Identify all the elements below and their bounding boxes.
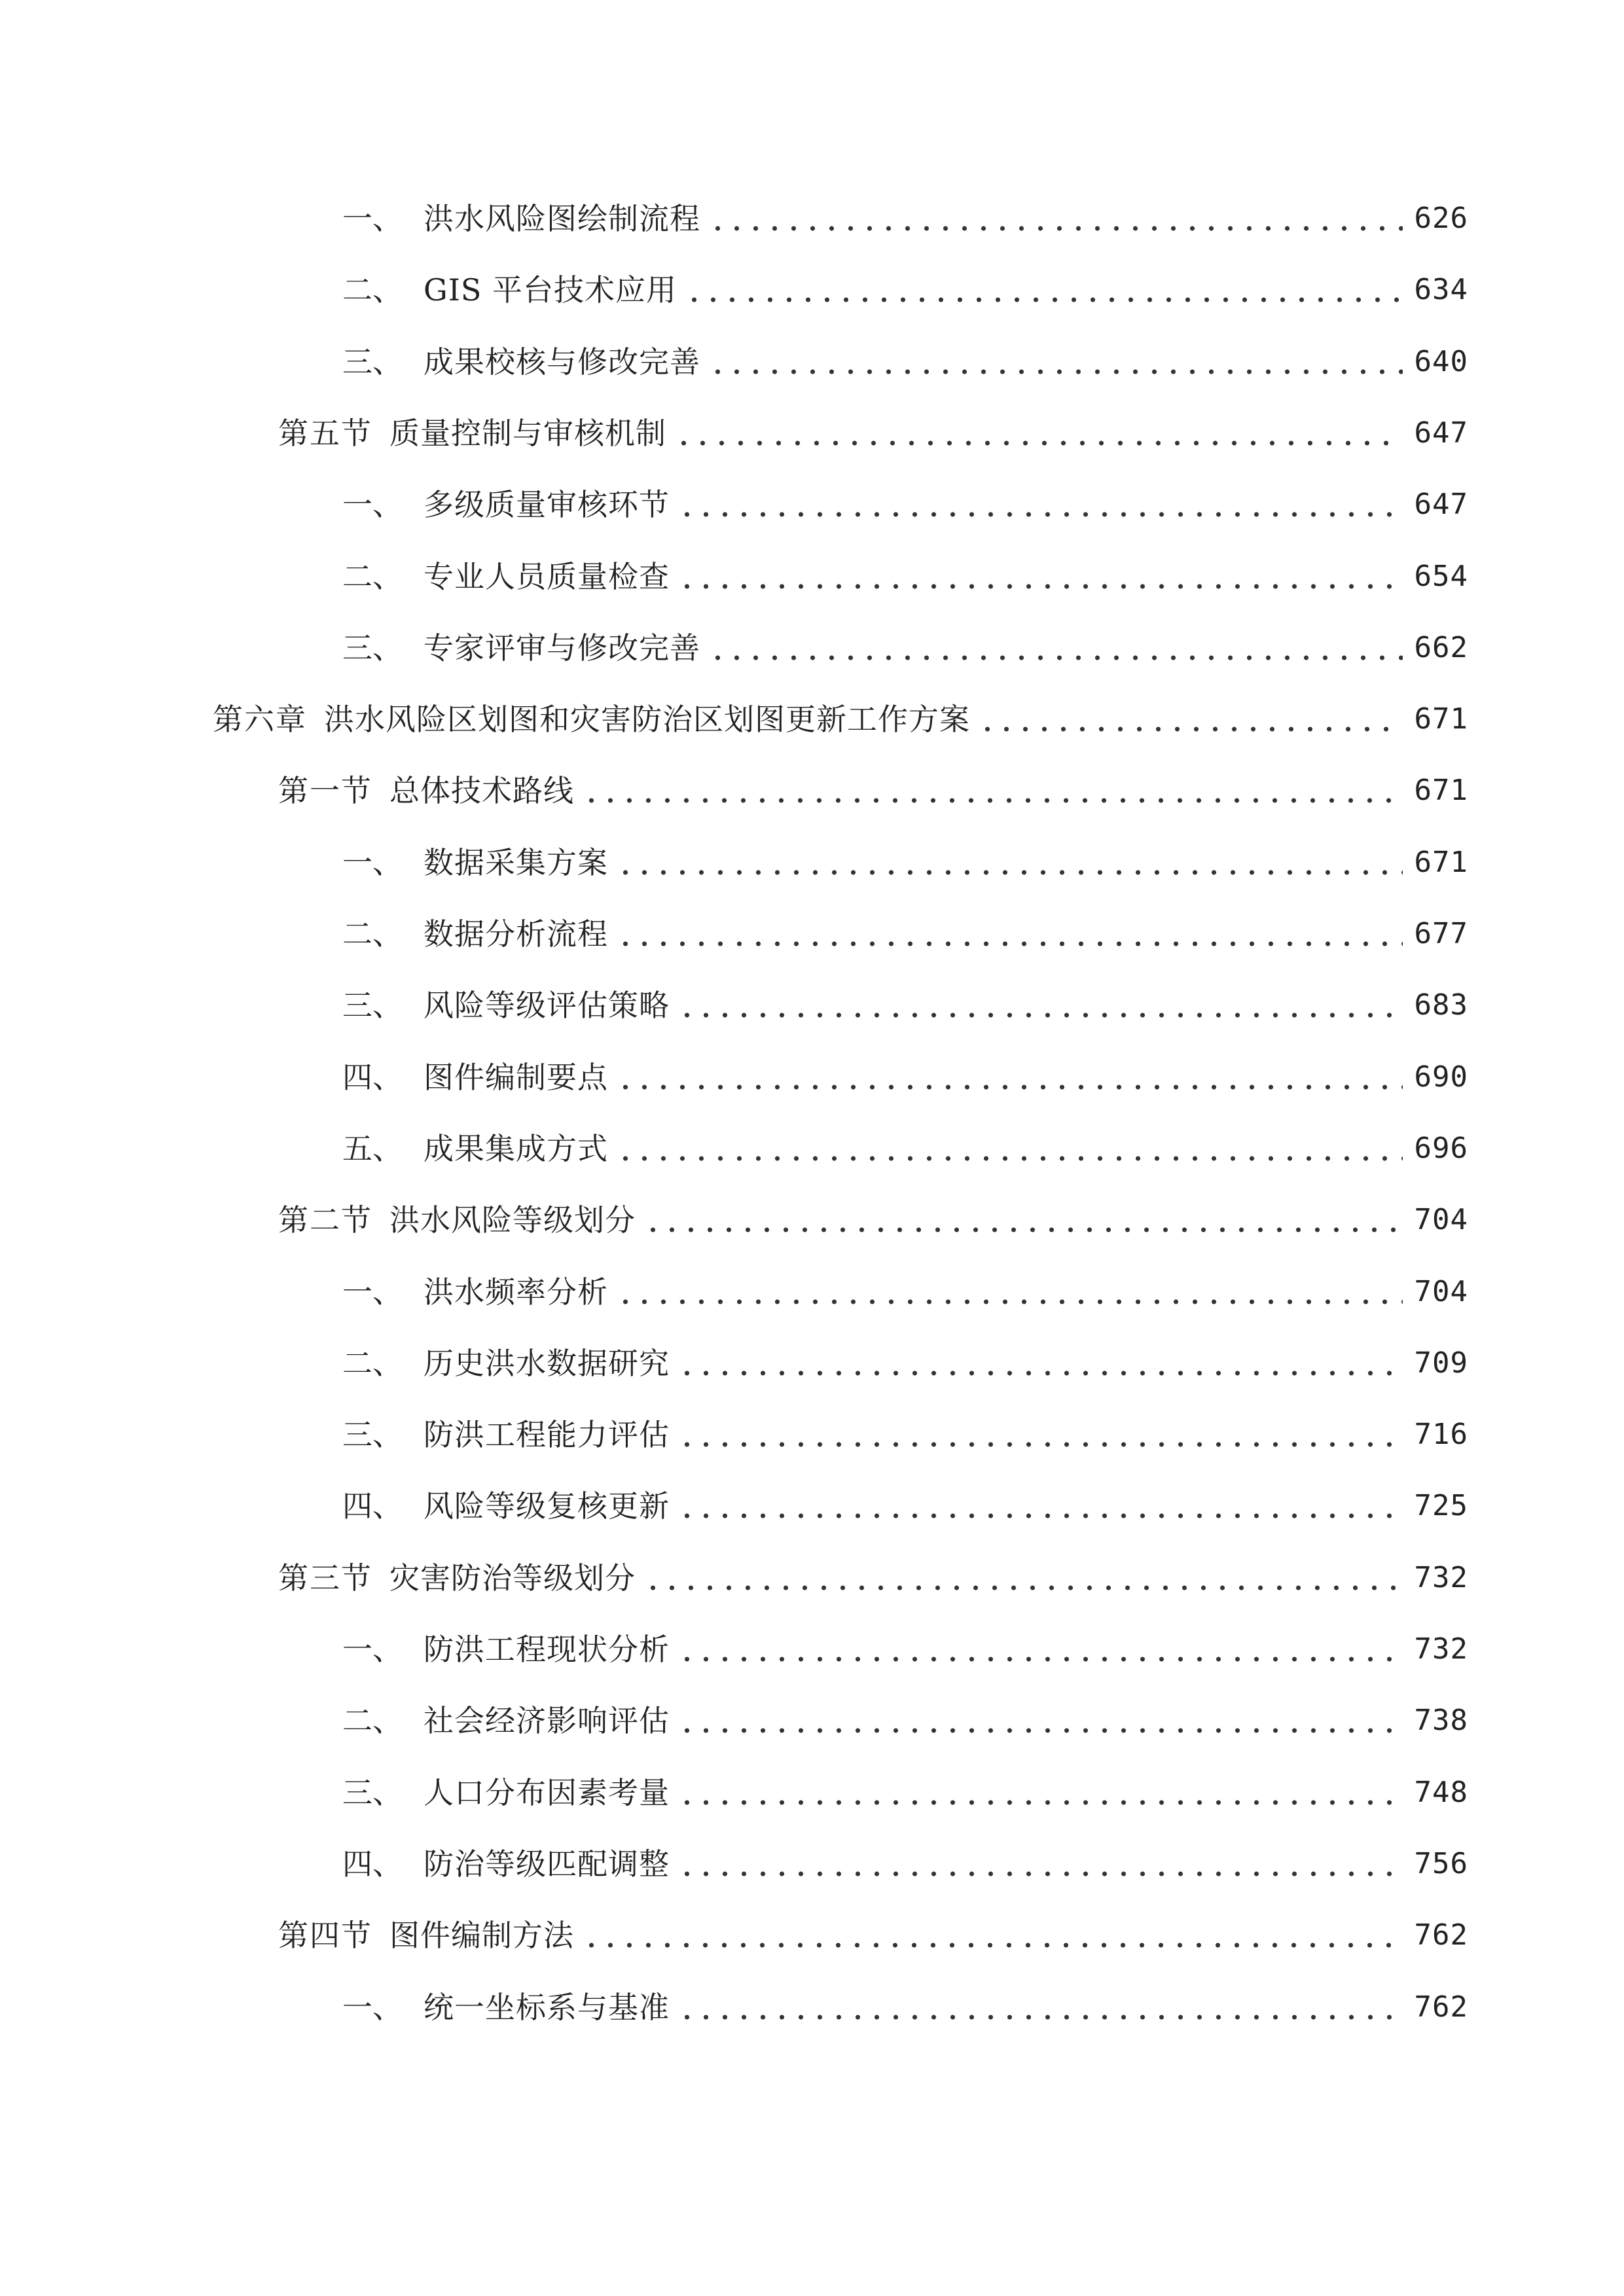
toc-entry-page-number: 671: [1414, 846, 1468, 879]
toc-entry-page-number: 640: [1414, 345, 1468, 378]
toc-entry-item[interactable]: [342, 192, 1468, 245]
dot-leader: [978, 693, 1403, 745]
toc-entry-number: 四、: [342, 1488, 403, 1524]
toc-entry-number: 一、: [342, 845, 403, 880]
toc-entry-number: 三、: [342, 630, 403, 666]
toc-entry-item[interactable]: [342, 1051, 1468, 1103]
toc-entry-item[interactable]: [342, 908, 1468, 960]
toc-entry-title: 人口分布因素考量: [424, 1775, 670, 1810]
toc-entry-number: 二、: [342, 1346, 403, 1381]
toc-entry-page-number: 756: [1414, 1847, 1468, 1880]
dot-leader: [616, 908, 1403, 960]
toc-entry-page-number: 732: [1414, 1561, 1468, 1594]
toc-entry-title: 洪水风险区划图和灾害防治区划图更新工作方案: [324, 702, 970, 737]
toc-entry-number: 四、: [342, 1060, 403, 1095]
toc-entry-page-number: 738: [1414, 1704, 1468, 1737]
toc-entry-page-number: 725: [1414, 1489, 1468, 1522]
toc-entry-page-number: 634: [1414, 273, 1468, 306]
toc-entry-item[interactable]: [342, 1480, 1468, 1532]
toc-entry-item[interactable]: [342, 622, 1468, 674]
toc-entry-title: 防洪工程现状分析: [424, 1632, 670, 1667]
dot-leader: [677, 478, 1403, 531]
toc-entry-title: 风险等级评估策略: [424, 988, 670, 1023]
dot-leader: [677, 1981, 1403, 2034]
dot-leader: [643, 1194, 1403, 1246]
dot-leader: [685, 264, 1402, 316]
dot-leader: [677, 1480, 1403, 1532]
toc-entry-chapter[interactable]: [213, 693, 1468, 745]
dot-leader: [582, 1909, 1403, 1962]
toc-entry-page-number: 662: [1414, 631, 1468, 664]
toc-entry-number: 第六章: [213, 702, 307, 737]
toc-entry-item[interactable]: [342, 478, 1468, 531]
toc-entry-number: 二、: [342, 916, 403, 952]
toc-entry-number: 第三节: [278, 1560, 372, 1596]
toc-entry-number: 第二节: [278, 1202, 372, 1238]
dot-leader: [677, 1695, 1403, 1747]
toc-entry-page-number: 671: [1414, 774, 1468, 807]
toc-entry-page-number: 647: [1414, 488, 1468, 521]
toc-entry-section[interactable]: [278, 1194, 1468, 1246]
toc-entry-number: 二、: [342, 559, 403, 594]
toc-entry-number: 二、: [342, 1703, 403, 1738]
toc-entry-title: 历史洪水数据研究: [424, 1346, 670, 1381]
toc-entry-page-number: 647: [1414, 416, 1468, 450]
toc-entry-title: 多级质量审核环节: [424, 487, 670, 522]
toc-entry-number: 一、: [342, 487, 403, 522]
toc-entry-section[interactable]: [278, 407, 1468, 459]
toc-entry-item[interactable]: [342, 1408, 1468, 1461]
toc-entry-item[interactable]: [342, 1838, 1468, 1890]
toc-entry-title: 防治等级匹配调整: [424, 1846, 670, 1882]
toc-entry-number: 三、: [342, 1775, 403, 1810]
toc-entry-number: 一、: [342, 201, 403, 236]
dot-leader: [677, 979, 1403, 1031]
toc-entry-section[interactable]: [278, 1552, 1468, 1604]
dot-leader: [708, 192, 1403, 245]
toc-entry-page-number: 654: [1414, 560, 1468, 593]
toc-entry-number: 第五节: [278, 416, 372, 451]
dot-leader: [677, 1408, 1403, 1461]
toc-entry-title: 成果校核与修改完善: [424, 344, 700, 380]
toc-entry-page-number: 704: [1414, 1275, 1468, 1308]
toc-entry-page-number: 671: [1414, 702, 1468, 736]
toc-entry-item[interactable]: [342, 264, 1468, 316]
toc-entry-title: 图件编制方法: [389, 1918, 574, 1953]
toc-entry-page-number: 690: [1414, 1060, 1468, 1094]
toc-entry-title: GIS 平台技术应用: [424, 272, 677, 308]
dot-leader: [643, 1552, 1403, 1604]
toc-entry-title: 数据分析流程: [424, 916, 608, 952]
toc-entry-title: 专业人员质量检查: [424, 559, 670, 594]
toc-entry-item[interactable]: [342, 1695, 1468, 1747]
toc-entry-title: 洪水风险等级划分: [389, 1202, 636, 1238]
toc-entry-number: 五、: [342, 1131, 403, 1166]
toc-entry-item[interactable]: [342, 1266, 1468, 1318]
toc-entry-item[interactable]: [342, 1623, 1468, 1676]
toc-entry-item[interactable]: [342, 1122, 1468, 1175]
dot-leader: [616, 1051, 1403, 1103]
toc-entry-item[interactable]: [342, 979, 1468, 1031]
toc-entry-title: 防洪工程能力评估: [424, 1417, 670, 1452]
toc-entry-page-number: 626: [1414, 202, 1468, 235]
toc-entry-title: 数据采集方案: [424, 845, 608, 880]
toc-entry-number: 第四节: [278, 1918, 372, 1953]
toc-entry-title: 总体技术路线: [389, 773, 574, 808]
toc-entry-number: 第一节: [278, 773, 372, 808]
dot-leader: [616, 836, 1403, 889]
toc-entry-page-number: 732: [1414, 1632, 1468, 1666]
dot-leader: [674, 407, 1403, 459]
toc-entry-title: 风险等级复核更新: [424, 1488, 670, 1524]
toc-entry-page-number: 677: [1414, 917, 1468, 950]
toc-entry-number: 二、: [342, 272, 403, 308]
dot-leader: [582, 764, 1403, 817]
toc-entry-title: 统一坐标系与基准: [424, 1990, 670, 2025]
toc-entry-page-number: 748: [1414, 1776, 1468, 1809]
toc-entry-number: 一、: [342, 1274, 403, 1310]
toc-entry-page-number: 762: [1414, 1918, 1468, 1952]
toc-entry-page-number: 709: [1414, 1346, 1468, 1380]
toc-entry-title: 灾害防治等级划分: [389, 1560, 636, 1596]
toc-entry-number: 三、: [342, 1417, 403, 1452]
dot-leader: [616, 1122, 1403, 1175]
dot-leader: [677, 1838, 1403, 1890]
toc-entry-section[interactable]: [278, 764, 1468, 817]
dot-leader: [708, 622, 1403, 674]
toc-entry-page-number: 696: [1414, 1132, 1468, 1165]
toc-entry-number: 三、: [342, 344, 403, 380]
dot-leader: [616, 1266, 1403, 1318]
toc-entry-title: 图件编制要点: [424, 1060, 608, 1095]
toc-entry-item[interactable]: [342, 1337, 1468, 1390]
toc-entry-number: 一、: [342, 1632, 403, 1667]
dot-leader: [708, 336, 1403, 388]
toc-entry-item[interactable]: [342, 1767, 1468, 1819]
toc-entry-title: 洪水风险图绘制流程: [424, 201, 700, 236]
toc-entry-title: 洪水频率分析: [424, 1274, 608, 1310]
toc-entry-page-number: 762: [1414, 1990, 1468, 2024]
toc-entry-item[interactable]: [342, 836, 1468, 889]
dot-leader: [677, 1767, 1403, 1819]
toc-entry-item[interactable]: [342, 550, 1468, 603]
dot-leader: [677, 550, 1403, 603]
toc-entry-title: 成果集成方式: [424, 1131, 608, 1166]
toc-entry-title: 社会经济影响评估: [424, 1703, 670, 1738]
dot-leader: [677, 1337, 1403, 1390]
toc-entry-page-number: 716: [1414, 1418, 1468, 1451]
toc-entry-title: 专家评审与修改完善: [424, 630, 700, 666]
dot-leader: [677, 1623, 1403, 1676]
toc-entry-page-number: 704: [1414, 1203, 1468, 1236]
toc-entry-number: 一、: [342, 1990, 403, 2025]
toc-entry-number: 三、: [342, 988, 403, 1023]
toc-entry-page-number: 683: [1414, 988, 1468, 1022]
toc-entry-item[interactable]: [342, 336, 1468, 388]
toc-entry-item[interactable]: [342, 1981, 1468, 2034]
toc-entry-number: 四、: [342, 1846, 403, 1882]
toc-entry-title: 质量控制与审核机制: [389, 416, 666, 451]
toc-entry-section[interactable]: [278, 1909, 1468, 1962]
